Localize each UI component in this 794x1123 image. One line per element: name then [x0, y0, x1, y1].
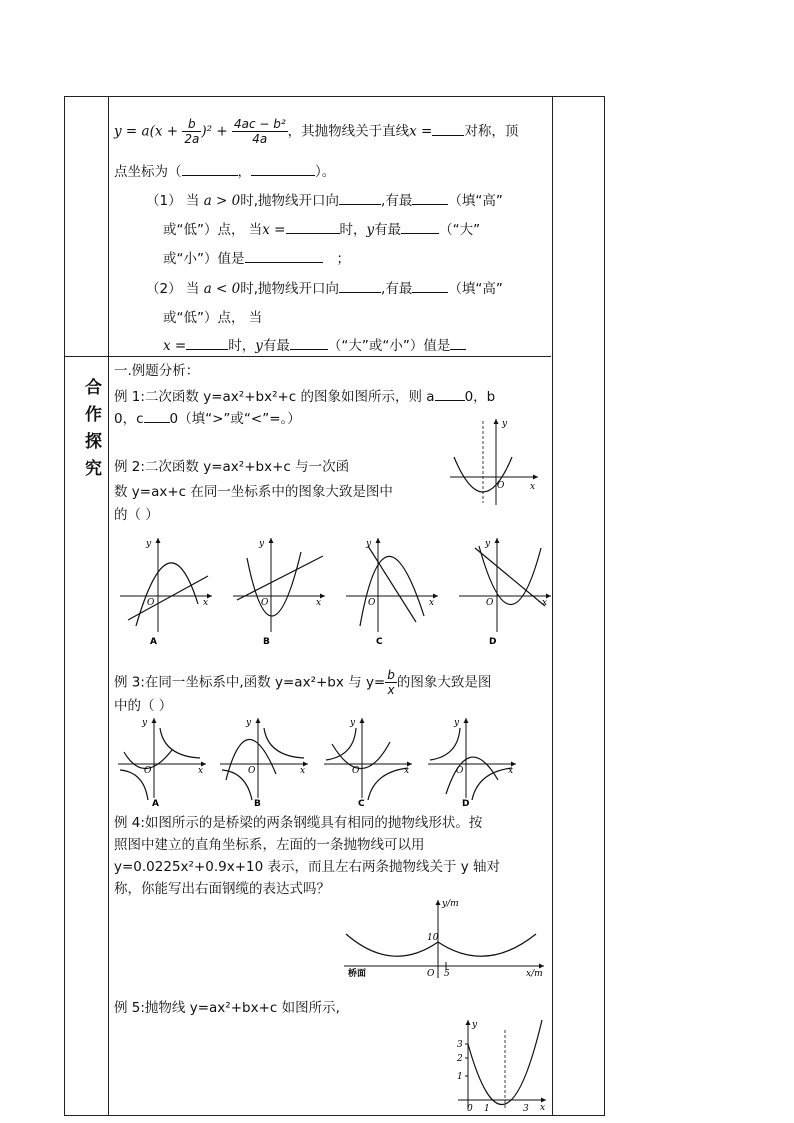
svg-text:O: O	[144, 766, 152, 776]
svg-text:B: B	[254, 799, 261, 809]
ex3-option-b	[220, 718, 308, 809]
svg-text:x: x	[316, 598, 322, 608]
svg-text:O: O	[427, 969, 435, 979]
svg-text:x: x	[300, 766, 306, 776]
vertex-coordinate-line: 点坐标为（ ， ）。	[114, 164, 336, 180]
svg-text:y: y	[485, 539, 491, 549]
ex3-option-d	[428, 718, 516, 809]
svg-text:5: 5	[444, 969, 450, 979]
svg-text:y: y	[350, 718, 356, 728]
svg-text:x: x	[540, 1103, 546, 1112]
svg-text:y: y	[142, 718, 148, 728]
ex1-line2: 0，c 0（填“>”或“<”=。）	[114, 411, 301, 427]
case2-line2: 或“低”）点， 当	[163, 310, 263, 326]
ex2-line3: 的（ ）	[114, 507, 159, 523]
ex2-line1: 例 2:二次函数 y=ax²+bx+c 与一次函	[114, 459, 350, 475]
svg-text:1: 1	[484, 1104, 490, 1112]
ex1-parabola-figure	[446, 415, 541, 507]
side-label-1: 合	[85, 378, 102, 398]
ex5-parabola-figure	[454, 1016, 550, 1112]
svg-text:O: O	[352, 766, 360, 776]
row-divider	[65, 356, 551, 357]
svg-text:10: 10	[427, 933, 439, 943]
svg-text:x: x	[198, 766, 204, 776]
svg-text:A: A	[150, 637, 157, 647]
ex4-bridge-figure	[340, 896, 548, 980]
side-label-2: 作	[85, 405, 102, 425]
side-label-3: 探	[85, 432, 102, 452]
svg-text:y: y	[259, 539, 265, 549]
ex2-line2: 数 y=ax+c 在同一坐标系中的图象大致是图中	[114, 484, 393, 500]
ex3-option-figures	[114, 714, 524, 810]
svg-text:x: x	[203, 598, 209, 608]
svg-text:x: x	[404, 766, 410, 776]
ex2-option-a	[120, 538, 212, 647]
case1-line1: （1） 当 a > 0时,抛物线开口向 ,有最 （填“高”	[146, 193, 503, 209]
svg-text:3: 3	[457, 1040, 463, 1050]
ex4-line4: 称，你能写出右面钢缆的表达式吗？	[114, 881, 330, 897]
svg-text:C: C	[376, 637, 383, 647]
case1-line2: 或“低”）点， 当x = 时，y有最 （“大”	[163, 222, 481, 238]
ex2-option-c	[346, 538, 438, 647]
svg-text:y: y	[472, 1020, 478, 1030]
svg-text:桥面: 桥面	[348, 969, 367, 979]
ex4-line1: 例 4:如图所示的是桥梁的两条钢缆具有相同的抛物线形状。按	[114, 815, 483, 831]
ex3-option-c	[324, 718, 412, 809]
svg-text:y: y	[146, 539, 152, 549]
ex1-line1: 例 1:二次函数 y=ax²+bx²+c 的图象如图所示，则 a 0，b	[114, 389, 496, 405]
ex3-option-a	[118, 718, 206, 809]
svg-text:O: O	[261, 598, 269, 608]
svg-text:3: 3	[523, 1104, 529, 1112]
svg-text:O: O	[486, 598, 494, 608]
svg-text:A: A	[152, 799, 159, 809]
svg-text:x/m: x/m	[526, 969, 543, 979]
svg-text:x: x	[542, 598, 548, 608]
svg-text:D: D	[462, 799, 470, 809]
svg-text:O: O	[147, 598, 155, 608]
svg-text:B: B	[263, 637, 270, 647]
ex3-line1: 例 3:在同一坐标系中,函数 y=ax²+bx 与 y= $\frac{b}{x}$ 的图象大致是图	[114, 668, 492, 697]
case1-line3: 或“小”）值是 ；	[163, 251, 350, 267]
ex3-line2: 中的（ ）	[114, 698, 173, 714]
svg-text:O: O	[456, 766, 464, 776]
svg-text:D: D	[489, 637, 497, 647]
svg-text:O: O	[248, 766, 256, 776]
svg-text:C: C	[358, 799, 365, 809]
ex2-option-d	[459, 538, 551, 647]
svg-text:x: x	[508, 766, 514, 776]
svg-text:y: y	[246, 718, 252, 728]
ex1-x-label: x	[530, 482, 536, 492]
svg-text:x: x	[429, 598, 435, 608]
column-divider-left	[108, 97, 109, 1115]
section-title: 一.例题分析：	[114, 363, 200, 379]
svg-text:O: O	[368, 598, 376, 608]
case2-line3: x = 时，y有最 （“大”或“小”）值是	[163, 337, 466, 355]
ex1-y-label: y	[502, 419, 508, 429]
svg-text:0: 0	[467, 1104, 473, 1112]
vertex-formula-line: y = a(x + $\frac{b}{2a}$ )² + $\frac{\text{4ac − b²}}{4a}$ ，其抛物线关于直线x = 对称，顶	[114, 117, 519, 146]
side-label-4: 究	[85, 459, 102, 479]
case2-line1: （2） 当 a < 0时,抛物线开口向 ,有最 （填“高”	[146, 281, 503, 297]
ex4-line3: y=0.0225x²+0.9x+10 表示，而且左右两条抛物线关于 y 轴对	[114, 859, 501, 875]
ex2-option-b	[233, 538, 325, 647]
ex1-origin-label: O	[497, 481, 505, 491]
svg-text:y/m: y/m	[442, 899, 459, 909]
svg-text:y: y	[454, 718, 460, 728]
svg-text:2: 2	[457, 1054, 463, 1064]
svg-text:1: 1	[457, 1072, 463, 1082]
ex5-line1: 例 5:抛物线 y=ax²+bx+c 如图所示,	[114, 1000, 340, 1016]
ex4-line2: 照图中建立的直角坐标系，左面的一条抛物线可以用	[114, 837, 425, 853]
svg-text:y: y	[366, 539, 372, 549]
ex2-option-figures	[114, 532, 554, 650]
